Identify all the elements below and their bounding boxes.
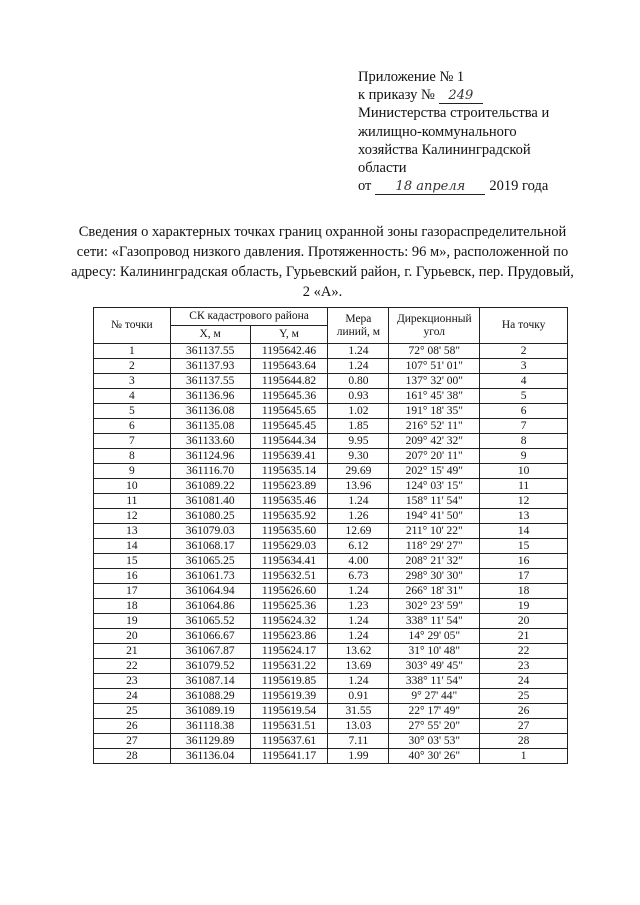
cell-y: 1195637.61 bbox=[250, 734, 328, 749]
cell-y: 1195631.22 bbox=[250, 659, 328, 674]
cell-y: 1195632.51 bbox=[250, 569, 328, 584]
table-row bbox=[94, 374, 568, 389]
appendix-block bbox=[358, 68, 608, 195]
cell-direction: 40° 30' 26" bbox=[389, 749, 480, 764]
table-row bbox=[94, 494, 568, 509]
cell-x: 361137.55 bbox=[170, 344, 250, 359]
cell-point-no: 17 bbox=[94, 584, 171, 599]
cell-y: 1195635.14 bbox=[250, 464, 328, 479]
order-prefix: к приказу № bbox=[358, 87, 435, 104]
cell-direction: 9° 27' 44" bbox=[389, 689, 480, 704]
cell-point-no: 25 bbox=[94, 704, 171, 719]
cell-direction: 191° 18' 35" bbox=[389, 404, 480, 419]
cell-measure: 4.00 bbox=[328, 554, 389, 569]
table-row bbox=[94, 614, 568, 629]
cell-x: 361137.93 bbox=[170, 359, 250, 374]
cell-to-point: 4 bbox=[480, 374, 568, 389]
table-row bbox=[94, 554, 568, 569]
cell-to-point: 20 bbox=[480, 614, 568, 629]
cell-x: 361089.22 bbox=[170, 479, 250, 494]
cell-direction: 202° 15' 49" bbox=[389, 464, 480, 479]
cell-x: 361064.94 bbox=[170, 584, 250, 599]
cell-direction: 72° 08' 58" bbox=[389, 344, 480, 359]
cell-x: 361066.67 bbox=[170, 629, 250, 644]
cell-to-point: 25 bbox=[480, 689, 568, 704]
cell-to-point: 17 bbox=[480, 569, 568, 584]
cell-point-no: 18 bbox=[94, 599, 171, 614]
cell-direction: 209° 42' 32" bbox=[389, 434, 480, 449]
table-row bbox=[94, 539, 568, 554]
cell-to-point: 10 bbox=[480, 464, 568, 479]
cell-point-no: 16 bbox=[94, 569, 171, 584]
cell-direction: 30° 03' 53" bbox=[389, 734, 480, 749]
cell-y: 1195635.92 bbox=[250, 509, 328, 524]
cell-measure: 0.93 bbox=[328, 389, 389, 404]
date-suffix: 2019 года bbox=[489, 178, 549, 195]
cell-direction: 137° 32' 00" bbox=[389, 374, 480, 389]
cell-to-point: 11 bbox=[480, 479, 568, 494]
cell-x: 361061.73 bbox=[170, 569, 250, 584]
cell-x: 361065.52 bbox=[170, 614, 250, 629]
cell-to-point: 3 bbox=[480, 359, 568, 374]
cell-measure: 1.24 bbox=[328, 344, 389, 359]
cell-point-no: 10 bbox=[94, 479, 171, 494]
cell-point-no: 11 bbox=[94, 494, 171, 509]
cell-direction: 158° 11' 54" bbox=[389, 494, 480, 509]
cell-direction: 27° 55' 20" bbox=[389, 719, 480, 734]
cell-to-point: 27 bbox=[480, 719, 568, 734]
table-row bbox=[94, 749, 568, 764]
cell-to-point: 19 bbox=[480, 599, 568, 614]
cell-point-no: 21 bbox=[94, 644, 171, 659]
cell-measure: 1.85 bbox=[328, 419, 389, 434]
cell-measure: 1.02 bbox=[328, 404, 389, 419]
cell-x: 361124.96 bbox=[170, 449, 250, 464]
cell-measure: 13.03 bbox=[328, 719, 389, 734]
cell-measure: 12.69 bbox=[328, 524, 389, 539]
header-to-point: На точку bbox=[480, 308, 568, 344]
cell-measure: 13.69 bbox=[328, 659, 389, 674]
cell-direction: 124° 03' 15" bbox=[389, 479, 480, 494]
cell-x: 361135.08 bbox=[170, 419, 250, 434]
cell-measure: 0.80 bbox=[328, 374, 389, 389]
cell-to-point: 15 bbox=[480, 539, 568, 554]
cell-to-point: 2 bbox=[480, 344, 568, 359]
points-table bbox=[93, 307, 568, 764]
cell-measure: 1.24 bbox=[328, 494, 389, 509]
cell-x: 361136.04 bbox=[170, 749, 250, 764]
cell-direction: 31° 10' 48" bbox=[389, 644, 480, 659]
cell-direction: 303° 49' 45" bbox=[389, 659, 480, 674]
cell-point-no: 14 bbox=[94, 539, 171, 554]
cell-x: 361136.96 bbox=[170, 389, 250, 404]
cell-x: 361116.70 bbox=[170, 464, 250, 479]
cell-y: 1195626.60 bbox=[250, 584, 328, 599]
table-row bbox=[94, 359, 568, 374]
table-row bbox=[94, 464, 568, 479]
table-row bbox=[94, 734, 568, 749]
cell-point-no: 1 bbox=[94, 344, 171, 359]
cell-direction: 302° 23' 59" bbox=[389, 599, 480, 614]
date-line bbox=[358, 177, 608, 195]
cell-x: 361129.89 bbox=[170, 734, 250, 749]
order-line bbox=[358, 86, 608, 104]
cell-direction: 194° 41' 50" bbox=[389, 509, 480, 524]
cell-y: 1195643.64 bbox=[250, 359, 328, 374]
cell-to-point: 7 bbox=[480, 419, 568, 434]
cell-measure: 6.12 bbox=[328, 539, 389, 554]
table-row bbox=[94, 674, 568, 689]
cell-to-point: 13 bbox=[480, 509, 568, 524]
cell-point-no: 15 bbox=[94, 554, 171, 569]
cell-point-no: 28 bbox=[94, 749, 171, 764]
cell-measure: 1.23 bbox=[328, 599, 389, 614]
document-heading: Сведения о характерных точках границ охранной зоны газораспределительной сети: «Газопровод низкого давления. Протяженность: 96 м», расположенной по адресу: Калининградская область, Гурьевский район, г. Гурьевск, пер. Прудовый, 2 «А». bbox=[71, 224, 574, 300]
cell-point-no: 12 bbox=[94, 509, 171, 524]
cell-point-no: 24 bbox=[94, 689, 171, 704]
table-row bbox=[94, 434, 568, 449]
table-row bbox=[94, 689, 568, 704]
cell-point-no: 23 bbox=[94, 674, 171, 689]
cell-x: 361133.60 bbox=[170, 434, 250, 449]
cell-measure: 9.30 bbox=[328, 449, 389, 464]
header-x: X, м bbox=[170, 326, 250, 344]
cell-y: 1195635.46 bbox=[250, 494, 328, 509]
cell-direction: 211° 10' 22" bbox=[389, 524, 480, 539]
table-row bbox=[94, 704, 568, 719]
cell-to-point: 12 bbox=[480, 494, 568, 509]
cell-y: 1195641.17 bbox=[250, 749, 328, 764]
cell-direction: 118° 29' 27" bbox=[389, 539, 480, 554]
cell-y: 1195645.65 bbox=[250, 404, 328, 419]
table-row bbox=[94, 719, 568, 734]
cell-to-point: 22 bbox=[480, 644, 568, 659]
table-row bbox=[94, 479, 568, 494]
cell-measure: 1.26 bbox=[328, 509, 389, 524]
cell-x: 361118.38 bbox=[170, 719, 250, 734]
cell-direction: 338° 11' 54" bbox=[389, 674, 480, 689]
cell-point-no: 4 bbox=[94, 389, 171, 404]
header-cs-group: СК кадастрового района bbox=[170, 308, 328, 326]
cell-to-point: 1 bbox=[480, 749, 568, 764]
cell-measure: 1.24 bbox=[328, 584, 389, 599]
appendix-title: Приложение № 1 bbox=[358, 69, 465, 85]
ministry-line-2: жилищно-коммунального bbox=[358, 123, 517, 140]
cell-measure: 1.24 bbox=[328, 359, 389, 374]
date-handwritten: 18 апреля bbox=[375, 180, 485, 195]
cell-y: 1195631.51 bbox=[250, 719, 328, 734]
cell-to-point: 28 bbox=[480, 734, 568, 749]
cell-x: 361081.40 bbox=[170, 494, 250, 509]
table-row bbox=[94, 584, 568, 599]
cell-y: 1195625.36 bbox=[250, 599, 328, 614]
order-number-handwritten: 249 bbox=[439, 89, 483, 104]
cell-to-point: 6 bbox=[480, 404, 568, 419]
cell-point-no: 7 bbox=[94, 434, 171, 449]
cell-x: 361064.86 bbox=[170, 599, 250, 614]
table-row bbox=[94, 569, 568, 584]
cell-y: 1195634.41 bbox=[250, 554, 328, 569]
table-row bbox=[94, 599, 568, 614]
ministry-line-1: Министерства строительства и bbox=[358, 105, 550, 122]
cell-measure: 13.96 bbox=[328, 479, 389, 494]
cell-x: 361068.17 bbox=[170, 539, 250, 554]
cell-y: 1195635.60 bbox=[250, 524, 328, 539]
cell-direction: 266° 18' 31" bbox=[389, 584, 480, 599]
cell-x: 361136.08 bbox=[170, 404, 250, 419]
table-row bbox=[94, 344, 568, 359]
table-row bbox=[94, 404, 568, 419]
cell-direction: 161° 45' 38" bbox=[389, 389, 480, 404]
cell-direction: 207° 20' 11" bbox=[389, 449, 480, 464]
cell-to-point: 8 bbox=[480, 434, 568, 449]
cell-measure: 1.24 bbox=[328, 614, 389, 629]
header-direction: Дирекционный угол bbox=[389, 308, 480, 344]
cell-y: 1195644.34 bbox=[250, 434, 328, 449]
cell-measure: 13.62 bbox=[328, 644, 389, 659]
cell-point-no: 20 bbox=[94, 629, 171, 644]
table-row bbox=[94, 419, 568, 434]
cell-point-no: 3 bbox=[94, 374, 171, 389]
cell-direction: 208° 21' 32" bbox=[389, 554, 480, 569]
table-row bbox=[94, 629, 568, 644]
cell-to-point: 9 bbox=[480, 449, 568, 464]
cell-measure: 1.99 bbox=[328, 749, 389, 764]
cell-measure: 6.73 bbox=[328, 569, 389, 584]
cell-point-no: 19 bbox=[94, 614, 171, 629]
cell-y: 1195629.03 bbox=[250, 539, 328, 554]
header-y: Y, м bbox=[250, 326, 328, 344]
cell-measure: 29.69 bbox=[328, 464, 389, 479]
cell-to-point: 23 bbox=[480, 659, 568, 674]
cell-to-point: 26 bbox=[480, 704, 568, 719]
cell-measure: 1.24 bbox=[328, 629, 389, 644]
cell-x: 361088.29 bbox=[170, 689, 250, 704]
cell-point-no: 27 bbox=[94, 734, 171, 749]
cell-x: 361067.87 bbox=[170, 644, 250, 659]
table-row bbox=[94, 449, 568, 464]
cell-direction: 298° 30' 30" bbox=[389, 569, 480, 584]
cell-measure: 0.91 bbox=[328, 689, 389, 704]
header-measure: Мера линий, м bbox=[328, 308, 389, 344]
date-prefix: от bbox=[358, 178, 372, 195]
cell-y: 1195623.86 bbox=[250, 629, 328, 644]
table-row bbox=[94, 509, 568, 524]
cell-direction: 14° 29' 05" bbox=[389, 629, 480, 644]
ministry-line-4: области bbox=[358, 160, 407, 177]
cell-direction: 216° 52' 11" bbox=[389, 419, 480, 434]
cell-to-point: 24 bbox=[480, 674, 568, 689]
cell-measure: 9.95 bbox=[328, 434, 389, 449]
cell-y: 1195624.17 bbox=[250, 644, 328, 659]
cell-y: 1195639.41 bbox=[250, 449, 328, 464]
header-point-no: № точки bbox=[94, 308, 171, 344]
cell-to-point: 5 bbox=[480, 389, 568, 404]
table-row bbox=[94, 524, 568, 539]
cell-to-point: 18 bbox=[480, 584, 568, 599]
cell-to-point: 16 bbox=[480, 554, 568, 569]
cell-direction: 22° 17' 49" bbox=[389, 704, 480, 719]
cell-point-no: 6 bbox=[94, 419, 171, 434]
cell-point-no: 8 bbox=[94, 449, 171, 464]
cell-y: 1195623.89 bbox=[250, 479, 328, 494]
cell-y: 1195624.32 bbox=[250, 614, 328, 629]
cell-point-no: 22 bbox=[94, 659, 171, 674]
cell-direction: 107° 51' 01" bbox=[389, 359, 480, 374]
cell-y: 1195619.54 bbox=[250, 704, 328, 719]
cell-point-no: 2 bbox=[94, 359, 171, 374]
cell-point-no: 5 bbox=[94, 404, 171, 419]
table-row bbox=[94, 659, 568, 674]
table-row bbox=[94, 644, 568, 659]
cell-x: 361137.55 bbox=[170, 374, 250, 389]
cell-y: 1195619.39 bbox=[250, 689, 328, 704]
cell-measure: 7.11 bbox=[328, 734, 389, 749]
ministry-line-3: хозяйства Калининградской bbox=[358, 141, 531, 158]
cell-direction: 338° 11' 54" bbox=[389, 614, 480, 629]
cell-x: 361080.25 bbox=[170, 509, 250, 524]
cell-measure: 1.24 bbox=[328, 674, 389, 689]
cell-y: 1195645.45 bbox=[250, 419, 328, 434]
cell-y: 1195619.85 bbox=[250, 674, 328, 689]
cell-point-no: 26 bbox=[94, 719, 171, 734]
cell-x: 361065.25 bbox=[170, 554, 250, 569]
cell-x: 361079.03 bbox=[170, 524, 250, 539]
cell-x: 361079.52 bbox=[170, 659, 250, 674]
cell-x: 361089.19 bbox=[170, 704, 250, 719]
cell-y: 1195645.36 bbox=[250, 389, 328, 404]
points-table-body bbox=[94, 344, 568, 764]
table-row bbox=[94, 389, 568, 404]
cell-to-point: 14 bbox=[480, 524, 568, 539]
cell-x: 361087.14 bbox=[170, 674, 250, 689]
cell-point-no: 9 bbox=[94, 464, 171, 479]
cell-point-no: 13 bbox=[94, 524, 171, 539]
cell-y: 1195642.46 bbox=[250, 344, 328, 359]
cell-y: 1195644.82 bbox=[250, 374, 328, 389]
cell-to-point: 21 bbox=[480, 629, 568, 644]
cell-measure: 31.55 bbox=[328, 704, 389, 719]
